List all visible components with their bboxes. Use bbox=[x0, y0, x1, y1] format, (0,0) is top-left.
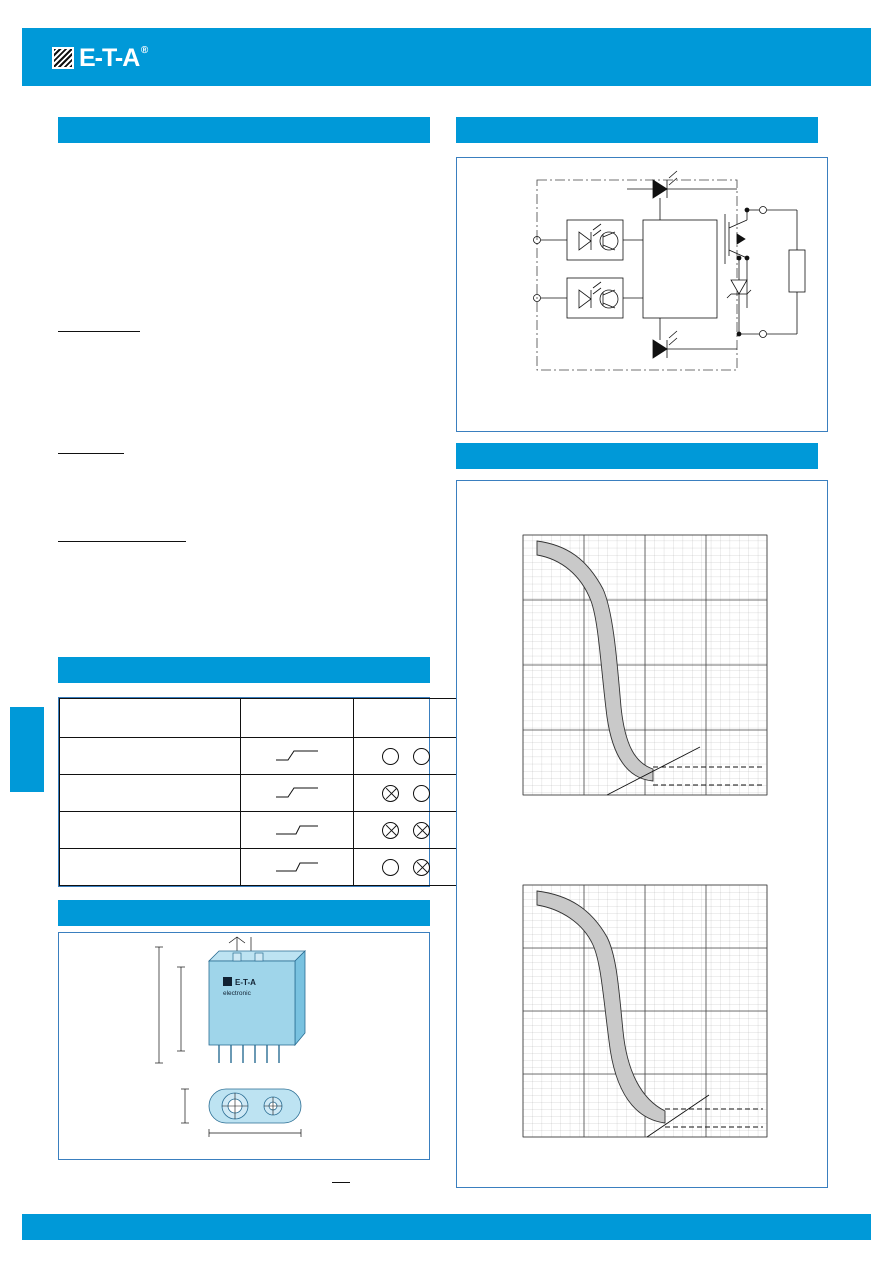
table-cell-leds bbox=[354, 775, 459, 812]
trip-curve-chart-1 bbox=[457, 519, 827, 859]
table-row bbox=[60, 775, 459, 812]
table-cell-symbol bbox=[241, 775, 354, 812]
brand-name bbox=[79, 43, 148, 72]
led-indicator-on bbox=[413, 859, 430, 876]
description-text bbox=[58, 160, 426, 310]
left-heading-3 bbox=[58, 540, 186, 542]
table-header-row bbox=[60, 699, 459, 738]
pulse-short-icon bbox=[274, 822, 320, 836]
table-header-cell-1 bbox=[60, 699, 241, 738]
function-table bbox=[58, 697, 430, 887]
led-indicator-off bbox=[382, 748, 399, 765]
table-cell-label bbox=[60, 738, 241, 775]
curves-box bbox=[456, 480, 828, 1188]
section-header-curves bbox=[456, 443, 818, 469]
led-indicator-off bbox=[382, 859, 399, 876]
left-block-2 bbox=[58, 474, 426, 536]
svg-text:E-T-A: E-T-A bbox=[235, 978, 256, 987]
trip-curve-chart-2 bbox=[457, 871, 827, 1191]
left-heading-1 bbox=[58, 330, 140, 332]
pulse-rising-icon bbox=[274, 785, 320, 799]
table-cell-leds bbox=[354, 849, 459, 886]
brand-logo bbox=[52, 43, 148, 72]
left-block-1 bbox=[58, 352, 426, 442]
page-header-bar bbox=[22, 28, 871, 86]
table-cell-label bbox=[60, 849, 241, 886]
table-cell-symbol bbox=[241, 849, 354, 886]
circuit-diagram-svg bbox=[457, 158, 827, 431]
brand-text: E-T-A bbox=[79, 43, 140, 72]
left-heading-2 bbox=[58, 452, 124, 454]
table-row bbox=[60, 812, 459, 849]
dimensions-drawing bbox=[58, 932, 430, 1160]
table-header-cell-3 bbox=[354, 699, 459, 738]
svg-text:electronic: electronic bbox=[223, 990, 251, 997]
table-row bbox=[60, 849, 459, 886]
section-header-description bbox=[58, 117, 430, 143]
table-header-cell-2 bbox=[241, 699, 354, 738]
table-row bbox=[60, 738, 459, 775]
page-side-tab bbox=[10, 707, 44, 792]
logo-mark-icon bbox=[52, 47, 74, 69]
led-indicator-off bbox=[413, 748, 430, 765]
led-indicator-on bbox=[382, 785, 399, 802]
led-indicator-on bbox=[413, 822, 430, 839]
dimensions-svg bbox=[59, 933, 429, 1159]
section-header-function-table bbox=[58, 657, 430, 683]
section-header-dimensions bbox=[58, 900, 430, 926]
table-cell-label bbox=[60, 775, 241, 812]
led-indicator-off bbox=[413, 785, 430, 802]
table-cell-leds bbox=[354, 812, 459, 849]
circuit-diagram-box bbox=[456, 157, 828, 432]
pulse-short-icon bbox=[274, 859, 320, 873]
table-cell-leds bbox=[354, 738, 459, 775]
table-cell-symbol bbox=[241, 738, 354, 775]
table-cell-label bbox=[60, 812, 241, 849]
pulse-rising-icon bbox=[274, 748, 320, 762]
dimensions-unit-note bbox=[332, 1182, 350, 1183]
brand-superscript: ® bbox=[140, 44, 148, 56]
led-indicator-on bbox=[382, 822, 399, 839]
left-block-3 bbox=[58, 562, 426, 642]
table-cell-symbol bbox=[241, 812, 354, 849]
page-footer-bar bbox=[22, 1214, 871, 1240]
section-header-circuit bbox=[456, 117, 818, 143]
